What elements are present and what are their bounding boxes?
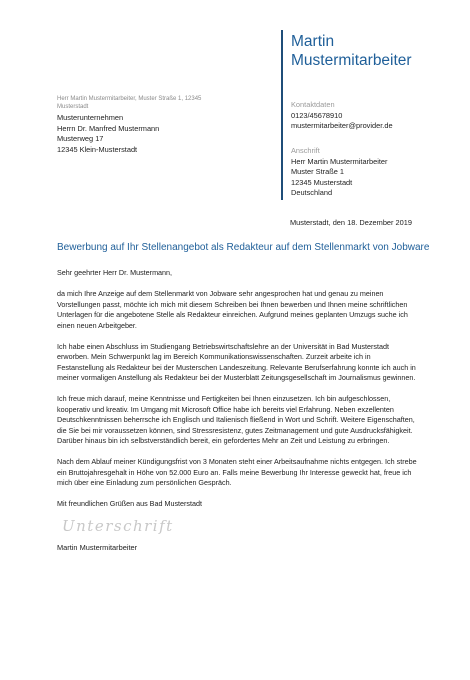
- contact-block: [291, 100, 393, 132]
- recipient-line: Musterunternehmen: [57, 113, 124, 122]
- body-paragraph: Nach dem Ablauf meiner Kündigungsfrist von 3 Monaten steht einer Arbeitsaufnahme nichts entgegen. Ich strebe ein Bruttojahresgehalt in Höhe von 52.000 Euro an. Falls meine Bewerbung Ihr Interesse geweckt hat, freue ich mich über eine Einladung zum persönlichen Gespräch.: [57, 457, 417, 487]
- sender-first-name: Martin: [291, 33, 335, 50]
- body-paragraph: Ich habe einen Abschluss im Studiengang Betriebswirtschaftslehre an der Universität in Bad Musterstadt erworben. Mein Schwerpunkt lag im Bereich Kommunikationswissenschaften. Zurzeit arbeite ich in Festanstellung als Redakteur bei der Musterschen Landeszeitung. Relevante Berufserfahrung konnte ich auch in meiner vormaligen Anstellung als Redakteur bei der Musterblatt Zeitungsgesellschaft im Journalismus gewinnen.: [57, 341, 416, 382]
- letter-date: Musterstadt, den 18. Dezember 2019: [289, 218, 412, 227]
- sender-name: [291, 32, 412, 70]
- contact-email: mustermitarbeiter@provider.de: [291, 121, 393, 130]
- address-heading: Anschrift: [291, 146, 320, 155]
- header-divider: [281, 30, 283, 200]
- salutation: Sehr geehrter Herr Dr. Mustermann,: [57, 268, 173, 277]
- sender-last-name: Mustermitarbeiter: [291, 52, 412, 69]
- address-line: Herr Martin Mustermitarbeiter: [291, 156, 388, 166]
- signer-name: Martin Mustermitarbeiter: [57, 543, 138, 552]
- address-block: [291, 146, 388, 199]
- recipient-line: Herrn Dr. Manfred Mustermann: [57, 123, 160, 133]
- body-paragraph: da mich Ihre Anzeige auf dem Stellenmarkt von Jobware sehr angesprochen hat und genau zu meinen Vorstellungen passt, möchte ich mich mit diesem Schreiben bei Ihnen bewerben und Ihnen meine schriftlichen Unterlagen für die angebotene Stelle als Redakteur einreichen. Aufgrund meines geplanten Umzugs suche ich einen neuen Arbeitgeber.: [57, 289, 408, 330]
- contact-phone: 0123/45678910: [291, 110, 343, 120]
- recipient-address: [57, 113, 159, 155]
- address-line: Deutschland: [291, 188, 333, 197]
- address-line: Muster Straße 1: [291, 167, 344, 176]
- contact-heading: Kontaktdaten: [291, 100, 335, 109]
- body-paragraph: Ich freue mich darauf, meine Kenntnisse und Fertigkeiten bei Ihnen einzusetzen. Ich bin aufgeschlossen, kooperativ und kreativ. Im Umgang mit Microsoft Office habe ich bereits viel Erfahrung. Neben exzellenten Deutschkenntnissen beherrsche ich Englisch und Italienisch fließend in Wort und Schrift. Weitere Eigenschaften, die Sie bei mir voraussetzen können, sind Stressresistenz, gutes Zeitmanagement und gute Ausdrucksfähigkeit. Darüber hinaus bin ich selbstverständlich bereit, ein gefordertes Mehr an Zeit und Leistung zu erbringen.: [57, 394, 415, 445]
- signature: Unterschrift: [62, 517, 174, 535]
- recipient-line: 12345 Klein-Musterstadt: [57, 144, 138, 154]
- letter-body: [57, 268, 419, 520]
- return-address: Herr Martin Mustermitarbeiter, Muster Straße 1, 12345 Musterstadt: [57, 96, 202, 110]
- recipient-line: Musterweg 17: [57, 134, 104, 143]
- address-line: 12345 Musterstadt: [291, 177, 353, 187]
- closing: Mit freundlichen Grüßen aus Bad Musterstadt: [57, 499, 203, 508]
- letter-subject: Bewerbung auf Ihr Stellenangebot als Redakteur auf dem Stellenmarkt von Jobware: [57, 242, 430, 253]
